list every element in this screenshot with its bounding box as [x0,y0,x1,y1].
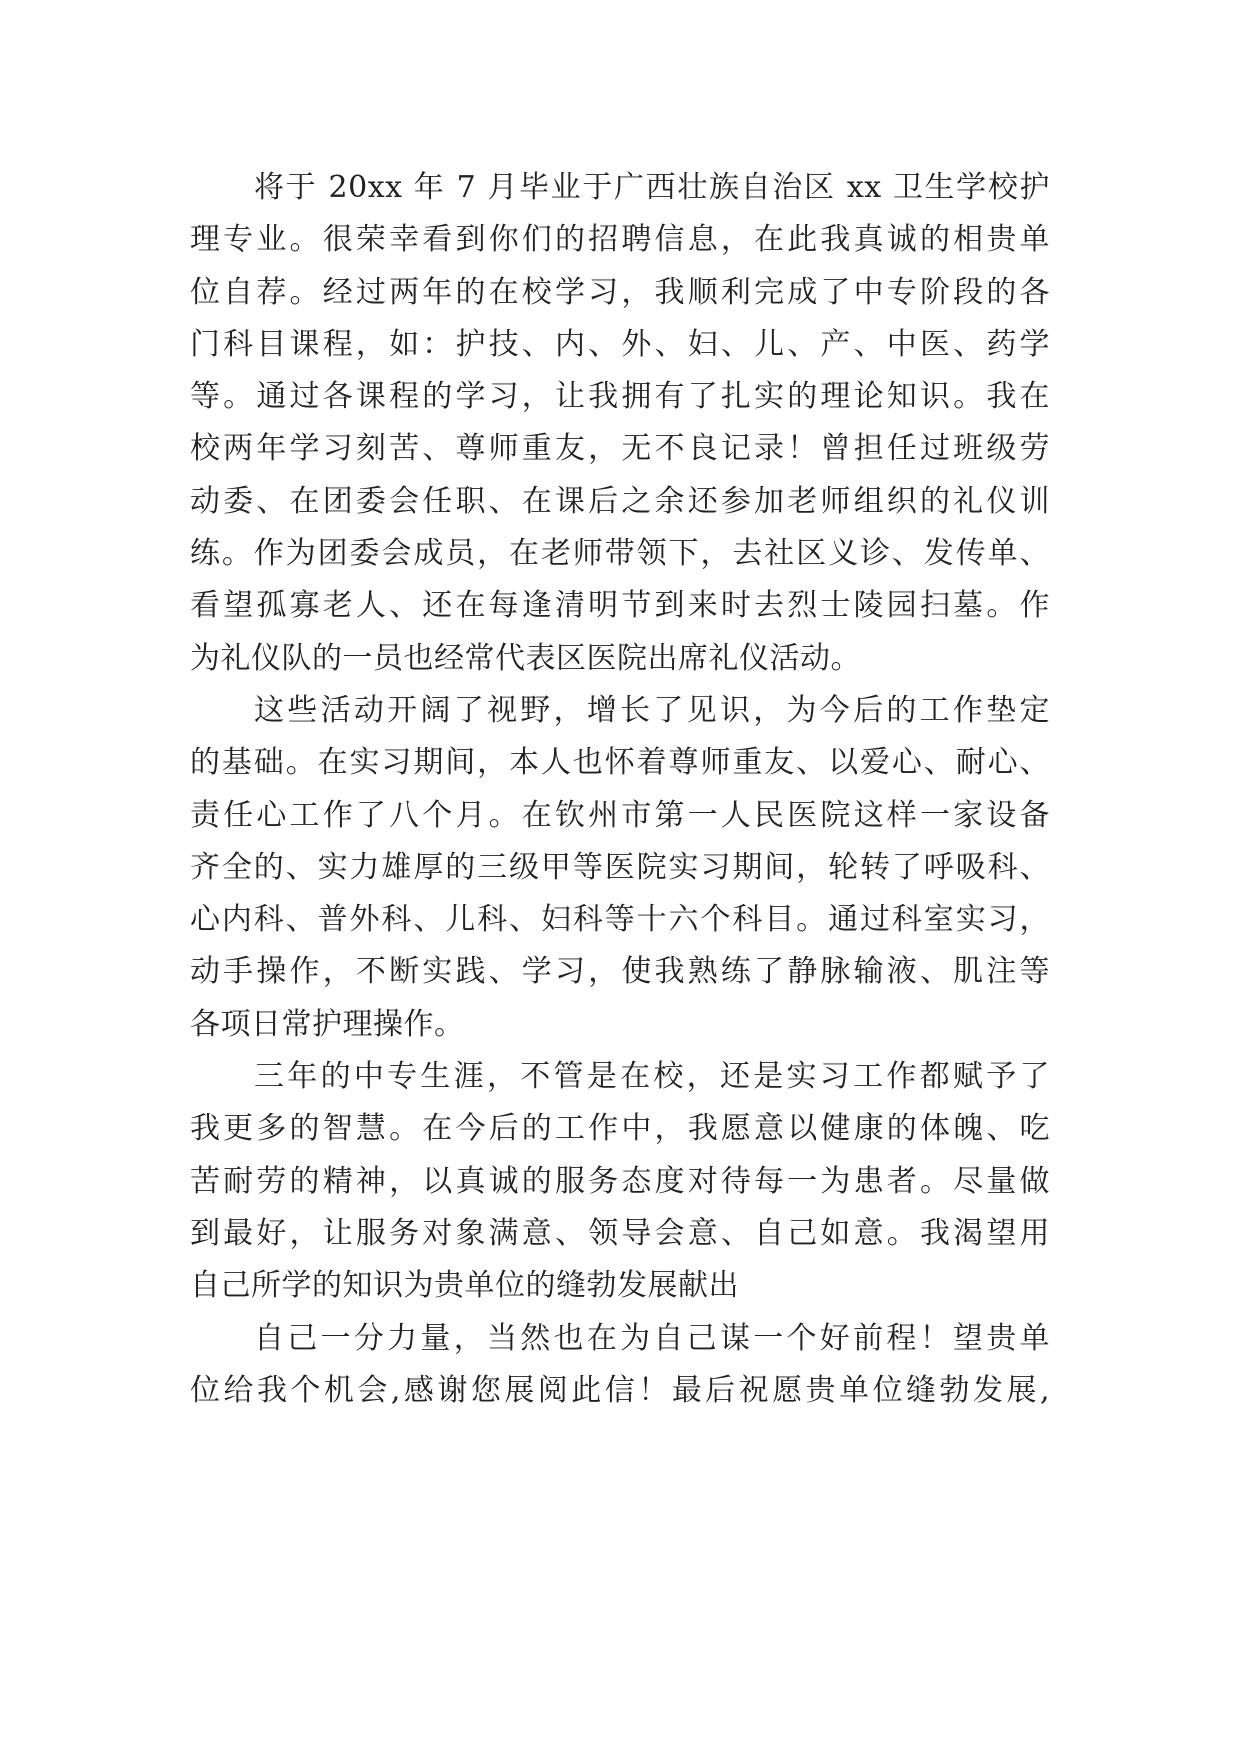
paragraph-3 [190,1051,1050,1312]
text-line: 各项日常护理操作。 [190,1006,465,1042]
paragraph-4 [190,1313,1050,1418]
text-line: 动委、在团委会任职、在课后之余还参加老师组织的礼仪训 [190,483,1050,519]
document-body [190,162,1050,1417]
text-line: 齐全的、实力雄厚的三级甲等医院实习期间，轮转了呼吸科、 [190,849,1050,885]
text-line: 位自荐。经过两年的在校学习，我顺利完成了中专阶段的各 [190,274,1050,310]
text-line: 自己一分力量，当然也在为自己谋一个好前程！望贵单 [254,1320,1050,1356]
text-line: 苦耐劳的精神，以真诚的服务态度对待每一为患者。尽量做 [190,1163,1050,1199]
text-line: 位给我个机会,感谢您展阅此信！最后祝愿贵单位缝勃发展, [190,1372,1050,1408]
text-line: 理专业。很荣幸看到你们的招聘信息，在此我真诚的相贵单 [190,222,1050,258]
text-line: 校两年学习刻苦、尊师重友，无不良记录！曾担任过班级劳 [190,431,1050,467]
paragraph-1 [190,162,1050,685]
text-line: 责任心工作了八个月。在钦州市第一人民医院这样一家设备 [190,797,1050,833]
text-line: 看望孤寡老人、还在每逢清明节到来时去烈士陵园扫墓。作 [190,588,1050,624]
text-line: 心内科、普外科、儿科、妇科等十六个科目。通过科室实习， [190,902,1050,938]
text-line: 练。作为团委会成员，在老师带领下，去社区义诊、发传单、 [190,536,1050,572]
text-line: 等。通过各课程的学习，让我拥有了扎实的理论知识。我在 [190,379,1050,415]
text-line: 我更多的智慧。在今后的工作中，我愿意以健康的体魄、吃 [190,1111,1050,1147]
text-line: 为礼仪队的一员也经常代表区医院出席礼仪活动。 [190,640,861,676]
text-line: 的基础。在实习期间，本人也怀着尊师重友、以爱心、耐心、 [190,745,1050,781]
text-line: 三年的中专生涯，不管是在校，还是实习工作都赋予了 [254,1059,1050,1095]
text-line: 门科目课程，如：护技、内、外、妇、儿、产、中医、药学 [190,326,1050,362]
text-line: 自己所学的知识为贵单位的缝勃发展献出 [190,1268,739,1304]
paragraph-2 [190,685,1050,1051]
text-line: 到最好，让服务对象满意、领导会意、自己如意。我渴望用 [190,1215,1050,1251]
text-line: 这些活动开阔了视野，增长了见识，为今后的工作垫定 [254,692,1050,728]
text-line: 将于 20xx 年 7 月毕业于广西壮族自治区 xx 卫生学校护 [254,170,1050,205]
text-line: 动手操作，不断实践、学习，使我熟练了静脉输液、肌注等 [190,954,1050,990]
